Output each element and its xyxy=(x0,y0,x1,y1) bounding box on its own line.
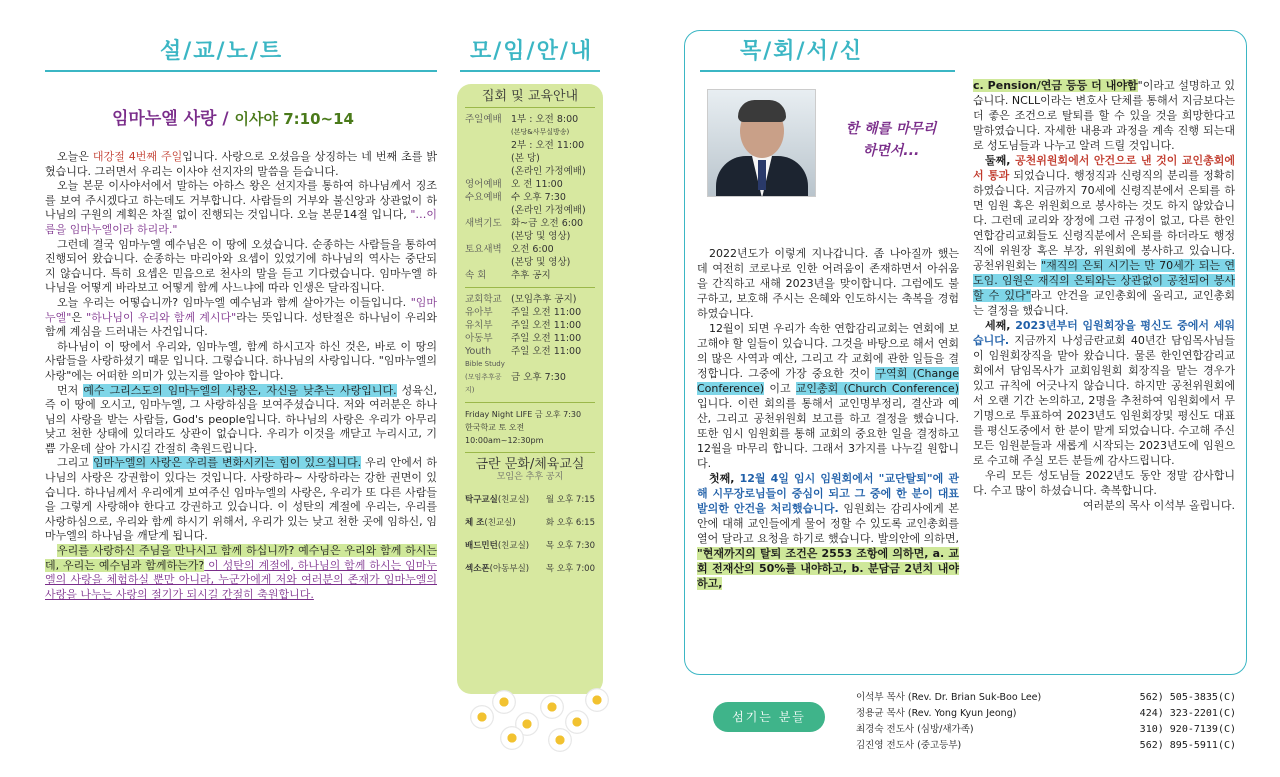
sermon-body xyxy=(45,150,437,602)
education-row xyxy=(465,332,595,345)
daisy-icon xyxy=(500,726,524,750)
letter-paragraph: 우리 모든 성도님들 2022년도 동안 정말 감사합니다. 수고 많이 하셨습니다. 축복합니다. xyxy=(973,469,1235,497)
daisy-icon xyxy=(548,728,572,752)
staff-name: 이석부 목사 (Rev. Dr. Brian Suk-Boo Lee) xyxy=(856,692,1042,703)
schedule-divider xyxy=(465,452,595,453)
education-row xyxy=(465,293,595,306)
sermon-paragraph: 오늘은 대강절 4번째 주일입니다. 사랑으로 오셨음을 상징하는 네 번째 초를 밝혔습니다. 그러면서 우리는 이사야 선지자의 말씀을 듣습니다. xyxy=(45,150,438,178)
schedule-time: (본당 및 영상) xyxy=(511,231,571,242)
education-time: 주일 오전 11:00 xyxy=(511,346,582,357)
education-schedule xyxy=(465,293,595,397)
sermon-paragraph: 하나님이 이 땅에서 우리와, 임마누엘, 함께 하시고자 하신 것은, 바로 이 땅의 사람들을 사랑하셨기 때문 입니다. 그렇습니다. 하나님의 사랑입니다. "임마누엘의 사랑"에는 어떠한 의미가 있는지를 알아야 합니다. xyxy=(45,339,437,382)
sermon-paragraph: 오늘 본문 이사야서에서 말하는 아하스 왕은 선지자를 통하여 하나님께서 징조를 보여 주시겠다고 하는데도 거부합니다. 사람들의 거부와 불신앙과 상관없이 하나님의 구원의 계획은 차질 없이 진행되는 것입니다. 오늘 본문14절 입니다, "…이름을 임마누엘이라 하리라." xyxy=(45,179,437,236)
daisy-icon xyxy=(492,690,516,714)
sermon-paragraph: 그런데 결국 임마누엘 예수님은 이 땅에 오셨습니다. 순종하는 사람들을 통하여 진행되어 왔습니다. 순종하는 마리아와 요셉이 있었기에 하나님의 역사는 중단되지 않습니다. 특히 요셉은 믿음으로 천사의 말을 듣고 기다렸습니다. 임마누엘 하나님을 어떻게 바라보고 어떻게 함께 사느냐에 따라 인생은 달라집니다. xyxy=(45,237,437,295)
korean-school: 한국학교 토 오전 10:00am~12:30pm xyxy=(465,423,544,445)
sermon-paragraph: 먼저 예수 그리스도의 임마누엘의 사랑은, 자신을 낮추는 사랑입니다. 성육신, 즉 이 땅에 오시고, 임마누엘, 그 사랑하심을 보여주셨습니다. 저와 여러분은 하나님의 사랑을 받는 사람들, God's people입니다. 하나님의 사랑은 우리가 아무리 낮고 천한 상태에 있더라도 상관이 없습니다. 우리가 이것을 깨닫고 누리시고, 기쁨 가운데 살아 가시길 간절히 축원드립니다. xyxy=(45,383,437,455)
meetings-box-title: 집회 및 교육안내 xyxy=(465,90,595,108)
education-row xyxy=(465,371,595,397)
culture-name xyxy=(465,540,529,553)
schedule-time: 화~금 오전 6:00 xyxy=(511,218,584,229)
daisy-icon xyxy=(540,695,564,719)
schedule-time: 오전 6:00 xyxy=(511,244,554,255)
education-time: 주일 오전 11:00 xyxy=(511,320,582,331)
schedule-row xyxy=(465,152,595,165)
schedule-label: 새벽기도 xyxy=(465,218,502,229)
schedule-label xyxy=(465,165,511,178)
staff-name: 정용균 목사 (Rev. Yong Kyun Jeong) xyxy=(856,708,1017,719)
culture-row xyxy=(465,563,595,576)
education-time: 금 오후 7:30 xyxy=(511,372,566,383)
schedule-row xyxy=(465,178,595,191)
culture-class: 탁구교실 xyxy=(465,495,498,505)
staff-phone: 310) 920-7139(C) xyxy=(1139,724,1236,735)
education-time: 주일 오전 11:00 xyxy=(511,333,582,344)
sermon-header-divider xyxy=(45,70,437,72)
culture-note: 모임은 추후 공지 xyxy=(496,472,564,482)
culture-place: (친교실) xyxy=(497,495,530,505)
culture-class: 체 조 xyxy=(465,518,485,528)
culture-time: 화 오후 6:15 xyxy=(545,518,595,528)
staff-row xyxy=(856,738,1236,754)
education-label: 유치부 xyxy=(465,320,493,331)
pastor-letter-subtitle xyxy=(826,118,956,162)
culture-class: 섹소폰 xyxy=(465,564,490,574)
sermon-paragraph: 우리를 사랑하신 주님을 만나시고 함께 하십니까? 예수님은 우리와 함께 하시는데, 우리는 예수님과 함께하는가? 이 성탄의 계절에, 하나님의 함께 하시는 임마누엘의 사랑을 체험하실 뿐만 아니라, 누군가에게 저와 여러분의 존재가 임마누엘의 사랑을 나누는 사랑의 절기가 되시길 간절히 축원합니다. xyxy=(45,544,437,601)
schedule-label xyxy=(465,152,511,165)
title-slash: / xyxy=(216,109,235,129)
education-time: (모임추후 공지) xyxy=(511,294,577,305)
schedule-label xyxy=(465,204,511,217)
schedule-row xyxy=(465,113,595,126)
staff-name: 김진영 전도사 (중고등부) xyxy=(856,740,962,751)
education-row xyxy=(465,358,595,371)
culture-name xyxy=(465,494,529,507)
education-label: (모임추후공지) xyxy=(465,373,502,394)
letter-paragraph: c. Pension/연금 등등 더 내야함"이라고 설명하고 있습니다. NCLL이라는 변호사 단체를 통해서 지금보다는 더 좋은 조건으로 탈퇴를 할 수 있을 것을 희망한다고 말하였습니다. 자세한 내용과 과정을 계속 진행 되는대로 성도님들과 나누고 알려 드릴 것입니다. xyxy=(973,79,1235,152)
sermon-paragraph: 그리고 임마누엘의 사랑은 우리를 변화시키는 힘이 있으십니다. 우리 안에서 하나님의 사랑은 강권함이 있다는 것입니다. 사랑하라~ 사랑하라는 강한 권면이 있습니다. 하나님께서 우리에게 보여주신 임마누엘의 사랑은, 우리가 또 다른 사람들을 그렇게 사랑해야 한다고 강권하고 있습니다. 이 성탄의 계절에 우리는, 우리를 사랑하심으로, 우리와 함께 하시기 위해서, 우리가 있는 낮고 천한 곳에 임하신, 임마누엘의 하나님을 깨닫게 됩니다. xyxy=(45,456,438,543)
schedule-row xyxy=(465,126,595,139)
staff-row xyxy=(856,690,1236,706)
letter-paragraph: 12월이 되면 우리가 속한 연합감리교회는 연회에 보고해야 할 일들이 있습니다. 그것을 바탕으로 해서 연회의 많은 사역과 예산, 그리고 각 교회에 관한 일들을 결정합니다. 그중에 가장 중요한 것이 구역회 (Change Conference) 이고 교인총회 (Church Conference) 입니다. 이런 회의를 통해서 교인명부정리, 결산과 예산, 그리고 공천위원회 보고를 하고 결정을 했습니다. 또한 임시 임원회를 통해 교회의 중요한 일을 결정하고 12월을 마무리 합니다. 그래서 3가지를 나누길 원합니다. xyxy=(697,322,959,470)
education-row xyxy=(465,306,595,319)
pastor-letter-left-column xyxy=(697,246,959,591)
education-time xyxy=(511,358,595,371)
schedule-label xyxy=(465,256,511,269)
staff-list xyxy=(856,690,1236,754)
culture-name xyxy=(465,517,516,530)
schedule-row xyxy=(465,165,595,178)
sermon-notes-header: 설/교/노/트 xyxy=(160,39,284,64)
schedule-row xyxy=(465,217,595,230)
daisy-icon xyxy=(565,710,589,734)
culture-time: 목 오후 7:00 xyxy=(545,564,595,574)
culture-row xyxy=(465,517,595,530)
education-label: Youth xyxy=(465,346,492,357)
sermon-title-text: 임마누엘 사랑 xyxy=(112,109,217,129)
schedule-row xyxy=(465,204,595,217)
schedule-time: (본 당) xyxy=(511,153,540,164)
culture-title: 금란 문화/체육교실 xyxy=(475,457,585,472)
culture-time: 월 오후 7:15 xyxy=(545,495,595,505)
sermon-reference: 이사야 7:10~14 xyxy=(234,110,354,128)
culture-time: 목 오후 7:30 xyxy=(545,541,595,551)
letter-paragraph: 세째, 2023년부터 임원회장을 평신도 중에서 세워습니다. 지금까지 나성금란교회 40년간 담임목사님들이 임원회장직을 맡아 왔습니다. 물론 한인연합감리교회에서 담임목사가 교회임원회 회장직을 맡는 경우가 있고 규칙에 어긋나지 않습니다. 하지만 공천위원회에서 오랜 기간 논의하고, 2명을 추천하여 임원회에서 무기명으로 투표하여 2023년도 임원회장및 평신도 대표를 평신도중에서 한 분이 맡게 되었습니다. 수고해 주신 모든 임원분들과 새롭게 시작되는 2023년도에 임원으로 수고해 주실 모든 분들께 감사드립니다. xyxy=(973,319,1235,467)
culture-classes xyxy=(465,494,595,576)
schedule-time: (온라인 가정예배) xyxy=(511,205,586,216)
pastor-photo xyxy=(707,89,816,197)
subtitle-line: 하면서... xyxy=(862,143,920,159)
letter-paragraph: 2022년도가 이렇게 지나갑니다. 좀 나아질까 했는데 여전히 코로나로 인한 어려움이 존재하면서 아쉬움을 간직하고 새해 2023년을 맞이합니다. 그럼에도 불구하고, 보호해 주시는 은혜와 인도하시는 축복을 경험하였습니다. xyxy=(697,247,959,320)
daisy-icon xyxy=(470,705,494,729)
education-time: 주일 오전 11:00 xyxy=(511,307,582,318)
letter-signature: 여러분의 목사 이석부 올립니다. xyxy=(1082,499,1235,512)
schedule-row xyxy=(465,230,595,243)
schedule-row xyxy=(465,243,595,256)
schedule-label: 주일예배 xyxy=(465,114,502,125)
staff-phone: 562) 895-5911(C) xyxy=(1139,740,1236,751)
meetings-header-divider xyxy=(460,70,600,72)
subtitle-line: 한 해를 마무리 xyxy=(845,121,937,137)
worship-schedule xyxy=(465,113,595,282)
schedule-label xyxy=(465,230,511,243)
culture-place: (아동부실) xyxy=(489,564,530,574)
staff-phone: 424) 323-2201(C) xyxy=(1139,708,1236,719)
schedule-time: (본당 및 영상) xyxy=(511,257,571,268)
schedule-label xyxy=(465,139,511,152)
pastor-header-divider xyxy=(700,70,955,72)
schedule-divider xyxy=(465,402,595,403)
education-row xyxy=(465,345,595,358)
staff-row xyxy=(856,722,1236,738)
schedule-time: 2부 : 오전 11:00 xyxy=(511,140,585,151)
schedule-time: (본당&사무실방송) xyxy=(511,128,570,136)
pastor-letter-right-column xyxy=(973,78,1235,513)
schedule-time: 수 오후 7:30 xyxy=(511,192,566,203)
sermon-title xyxy=(112,104,354,129)
schedule-row xyxy=(465,256,595,269)
schedule-label: 수요예배 xyxy=(465,192,502,203)
staff-phone: 562) 505-3835(C) xyxy=(1139,692,1236,703)
education-label: 유아부 xyxy=(465,307,493,318)
schedule-time: 오 전 11:00 xyxy=(511,179,563,190)
schedule-divider xyxy=(465,287,595,288)
culture-name xyxy=(465,563,529,576)
letter-paragraph: 첫째, 12월 4일 임시 임원회에서 "교단탈퇴"에 관해 시무장로님들이 중심이 되고 그 중에 한 분이 대표 발의한 안건을 처리했습니다. 임원회는 감리사에게 본안에 대해 교인들에게 물어 정할 수 있도록 교인총회를 열어 달라고 요청을 하기로 했습니다. 발의안에 의하면, "현재까지의 탈퇴 조건은 2553 조항에 의하면, a. 교회 전재산의 50%를 내야하고, b. 분담금 2년치 내야하고, xyxy=(697,472,960,590)
staff-badge: 섬기는 분들 xyxy=(713,702,825,732)
schedule-time: 추후 공지 xyxy=(511,270,551,281)
schedule-label: 토요새벽 xyxy=(465,244,502,255)
culture-row xyxy=(465,494,595,507)
culture-place: (친교실) xyxy=(497,541,530,551)
letter-paragraph: 둘째, 공천위원회에서 안건으로 낸 것이 교인총회에서 통과 되었습니다. 행정직과 신령직의 분리를 정확히 하였습니다. 지금까지 70세에 신령직분에서 은퇴를 하면 임원 혹은 위원회으로 봉사하는 것도 하지 않았습니다. 그런데 교리와 장정에 그런 규정이 없고, 다른 한인연합감리교회들도 신령직분에서 은퇴를 하더라도 행정직에 위원장 혹은 부장, 위원회에 봉사하고 있습니다. 공천위원회는 "재직의 은퇴 시기는 만 70세가 되는 연도임. 임원은 재직의 은퇴와는 상관없이 공천되어 봉사 할 수 있다"라고 안건을 교인총회에 올리고, 교인총회는 결정을 했습니다. xyxy=(973,154,1236,317)
schedule-row xyxy=(465,269,595,282)
schedule-row xyxy=(465,191,595,204)
culture-place: (친교실) xyxy=(484,518,516,528)
daisy-icon xyxy=(585,688,609,712)
schedule-label: 속 회 xyxy=(465,270,487,281)
meetings-info-box xyxy=(457,84,603,694)
staff-name: 최경숙 전도사 (심방/새가족) xyxy=(856,724,974,735)
culture-row xyxy=(465,540,595,553)
schedule-label xyxy=(465,126,511,139)
meetings-header: 모/임/안/내 xyxy=(470,39,594,64)
culture-class: 배드민턴 xyxy=(465,541,498,551)
education-label: Bible Study xyxy=(465,360,505,368)
staff-row xyxy=(856,706,1236,722)
education-label: 아동부 xyxy=(465,333,493,344)
education-row xyxy=(465,319,595,332)
schedule-label: 영어예배 xyxy=(465,179,502,190)
schedule-row xyxy=(465,139,595,152)
pastor-letter-header: 목/회/서/신 xyxy=(740,39,864,64)
education-label: 교회학교 xyxy=(465,294,502,305)
schedule-time: (온라인 가정예배) xyxy=(511,166,586,177)
sermon-paragraph: 오늘 우리는 어떻습니까? 임마누엘 예수님과 함께 살아가는 이들입니다. "임마누엘"은 "하나님이 우리와 함께 계시다"라는 뜻입니다. 성탄절은 하나님이 우리와 함께 계심을 드러내는 사건입니다. xyxy=(45,295,438,339)
schedule-time: 1부 : 오전 8:00 xyxy=(511,114,579,125)
friday-night-life: Friday Night LIFE 금 오후 7:30 xyxy=(465,410,582,419)
